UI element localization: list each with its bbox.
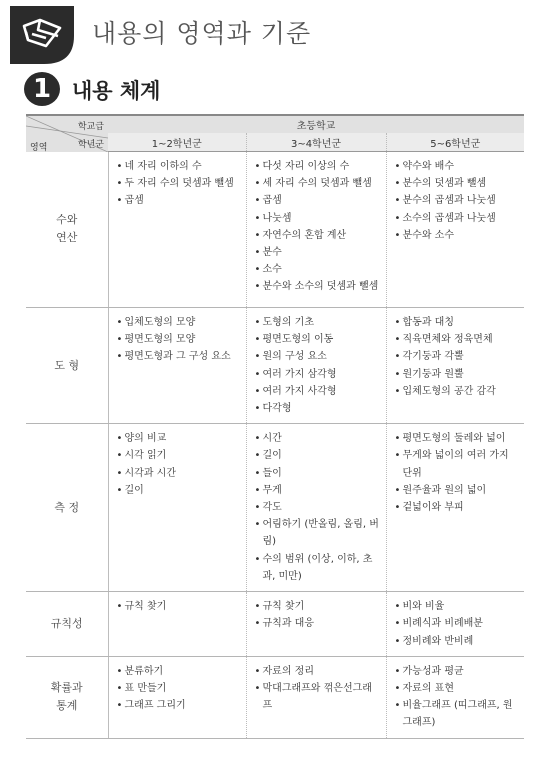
- area-label: 도 형: [54, 358, 80, 372]
- list-item: • 길이: [117, 482, 240, 499]
- table-row: [26, 656, 524, 738]
- list-item: • 분류하기: [117, 663, 240, 680]
- area-cell: [26, 424, 108, 592]
- list-item: • 분수와 소수의 덧셈과 뺄셈: [255, 278, 380, 295]
- area-label: 통계: [56, 699, 78, 713]
- list-item: • 여러 가지 삼각형: [255, 366, 380, 383]
- area-label: 측 정: [54, 500, 80, 514]
- list-item: • 규칙 찾기: [117, 598, 240, 615]
- content-list: [395, 430, 519, 516]
- list-item: • 원의 구성 요소: [255, 348, 380, 365]
- list-item: • 분수의 덧셈과 뺄셈: [395, 175, 519, 192]
- list-item: • 비례식과 비례배분: [395, 615, 519, 632]
- content-cell-g12: [108, 308, 246, 424]
- content-list: [117, 663, 240, 715]
- content-list: [395, 663, 519, 732]
- list-item: • 분수의 곱셈과 나눗셈: [395, 192, 519, 209]
- list-item: • 규칙과 대응: [255, 615, 380, 632]
- list-item: • 평면도형의 이동: [255, 331, 380, 348]
- content-list: [117, 430, 240, 499]
- content-cell-g34: [246, 152, 386, 308]
- content-list: [255, 430, 380, 585]
- list-item: • 들이: [255, 465, 380, 482]
- area-cell: [26, 592, 108, 657]
- list-item: • 무게: [255, 482, 380, 499]
- list-item: • 곱셈: [117, 192, 240, 209]
- content-list: [395, 158, 519, 244]
- list-item: • 입체도형의 모양: [117, 314, 240, 331]
- content-cell-g12: [108, 152, 246, 308]
- list-item: • 여러 가지 사각형: [255, 383, 380, 400]
- corner-label-grade-group: 학년군: [77, 140, 104, 150]
- list-item: • 각도: [255, 499, 380, 516]
- content-list: [255, 314, 380, 417]
- list-item: • 합동과 대칭: [395, 314, 519, 331]
- list-item: • 수의 범위 (이상, 이하, 초과, 미만): [255, 551, 380, 585]
- content-cell-g12: [108, 592, 246, 657]
- list-item: • 시간: [255, 430, 380, 447]
- area-cell: [26, 308, 108, 424]
- content-list: [117, 314, 240, 366]
- list-item: • 자료의 표현: [395, 680, 519, 697]
- list-item: • 곱셈: [255, 192, 380, 209]
- list-item: • 시각과 시간: [117, 465, 240, 482]
- list-item: • 표 만들기: [117, 680, 240, 697]
- list-item: • 무게와 넓이의 여러 가지 단위: [395, 447, 519, 481]
- content-cell-g34: [246, 592, 386, 657]
- area-label: 규칙성: [50, 617, 83, 631]
- area-label: 확률과: [50, 681, 83, 695]
- list-item: • 세 자리 수의 덧셈과 뺄셈: [255, 175, 380, 192]
- corner-label-school-level: 학교급: [77, 122, 104, 132]
- content-list: [395, 598, 519, 650]
- content-cell-g56: [386, 656, 524, 738]
- content-list: [255, 598, 380, 632]
- area-cell: [26, 656, 108, 738]
- content-system-table: [26, 114, 524, 739]
- grade-header-5-6: 5~6학년군: [386, 133, 524, 152]
- table-corner-header: [26, 115, 108, 152]
- content-list: [117, 158, 240, 210]
- list-item: • 평면도형의 모양: [117, 331, 240, 348]
- corner-label-area: 영역: [30, 143, 48, 153]
- content-cell-g34: [246, 424, 386, 592]
- list-item: • 분수와 소수: [395, 227, 519, 244]
- section-title: 내용 체계: [72, 79, 161, 103]
- content-list: [117, 598, 240, 615]
- table-row: [26, 592, 524, 657]
- list-item: • 원주율과 원의 넓이: [395, 482, 519, 499]
- list-item: • 시각 읽기: [117, 447, 240, 464]
- list-item: • 어림하기 (반올림, 올림, 버림): [255, 516, 380, 550]
- content-cell-g12: [108, 424, 246, 592]
- list-item: • 평면도형과 그 구성 요소: [117, 348, 240, 365]
- list-item: • 자료의 정리: [255, 663, 380, 680]
- content-cell-g56: [386, 308, 524, 424]
- list-item: • 나눗셈: [255, 210, 380, 227]
- table-row: [26, 424, 524, 592]
- content-list: [255, 158, 380, 296]
- table-row: [26, 152, 524, 308]
- list-item: • 각기둥과 각뿔: [395, 348, 519, 365]
- list-item: • 분수: [255, 244, 380, 261]
- area-label: 연산: [56, 231, 78, 245]
- page-title: 내용의 영역과 기준: [92, 19, 312, 48]
- content-cell-g56: [386, 592, 524, 657]
- content-cell-g56: [386, 152, 524, 308]
- list-item: • 양의 비교: [117, 430, 240, 447]
- list-item: • 가능성과 평균: [395, 663, 519, 680]
- list-item: • 다섯 자리 이상의 수: [255, 158, 380, 175]
- section-number-badge: 1: [24, 72, 60, 106]
- list-item: • 자연수의 혼합 계산: [255, 227, 380, 244]
- list-item: • 그래프 그리기: [117, 697, 240, 714]
- list-item: • 네 자리 이하의 수: [117, 158, 240, 175]
- content-list: [395, 314, 519, 400]
- content-cell-g56: [386, 424, 524, 592]
- list-item: • 비와 비율: [395, 598, 519, 615]
- list-item: • 직육면체와 정육면체: [395, 331, 519, 348]
- area-cell: [26, 152, 108, 308]
- list-item: • 두 자리 수의 덧셈과 뺄셈: [117, 175, 240, 192]
- list-item: • 약수와 배수: [395, 158, 519, 175]
- list-item: • 소수의 곱셈과 나눗셈: [395, 210, 519, 227]
- list-item: • 비율그래프 (띠그래프, 원그래프): [395, 697, 519, 731]
- area-label: 수와: [56, 213, 78, 227]
- table-body: [26, 152, 524, 739]
- list-item: • 막대그래프와 꺾은선그래프: [255, 680, 380, 714]
- list-item: • 소수: [255, 261, 380, 278]
- list-item: • 입체도형의 공간 감각: [395, 383, 519, 400]
- folder-book-icon: [10, 6, 74, 64]
- list-item: • 평면도형의 둘레와 넓이: [395, 430, 519, 447]
- list-item: • 정비례와 반비례: [395, 633, 519, 650]
- table-row: [26, 308, 524, 424]
- list-item: • 길이: [255, 447, 380, 464]
- content-cell-g34: [246, 656, 386, 738]
- list-item: • 도형의 기초: [255, 314, 380, 331]
- list-item: • 겉넓이와 부피: [395, 499, 519, 516]
- list-item: • 다각형: [255, 400, 380, 417]
- list-item: • 규칙 찾기: [255, 598, 380, 615]
- content-cell-g34: [246, 308, 386, 424]
- school-level-header: 초등학교: [108, 115, 524, 133]
- grade-header-3-4: 3~4학년군: [246, 133, 386, 152]
- content-list: [255, 663, 380, 715]
- content-cell-g12: [108, 656, 246, 738]
- grade-header-1-2: 1~2학년군: [108, 133, 246, 152]
- list-item: • 원기둥과 원뿔: [395, 366, 519, 383]
